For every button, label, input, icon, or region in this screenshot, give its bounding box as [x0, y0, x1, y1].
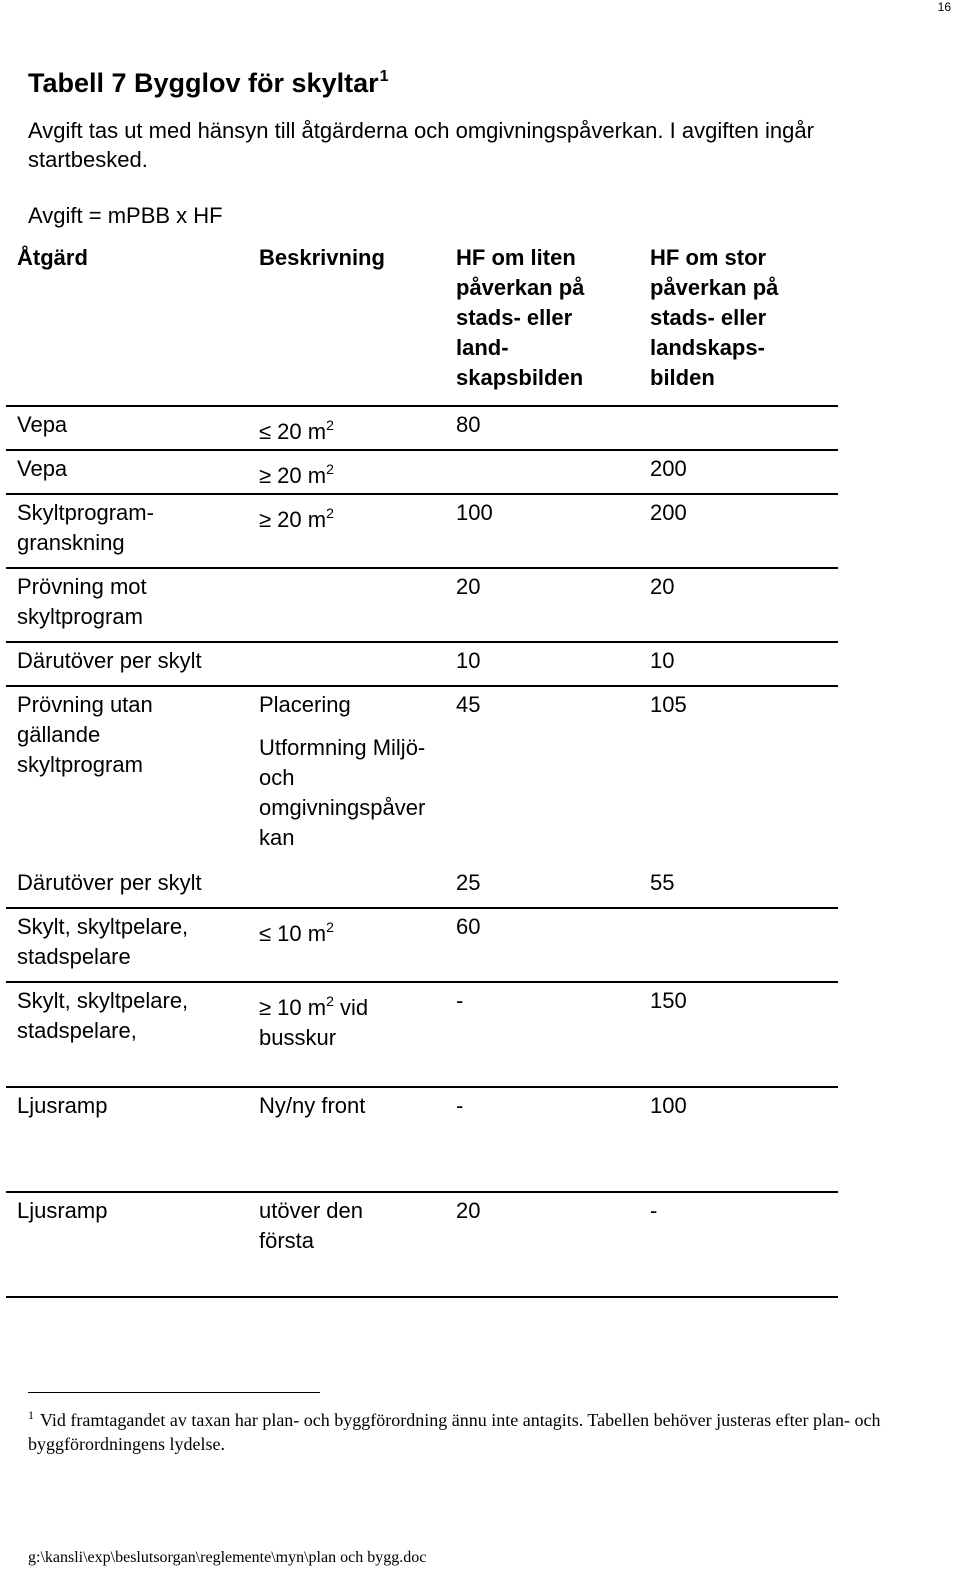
cell-atgard-line: stadspelare, [17, 1018, 137, 1043]
cell-beskrivning-line: första [259, 1228, 315, 1253]
cell-beskrivning-text: ≥ 10 m [259, 995, 327, 1020]
header-hf-stor-line: stads- eller [650, 305, 767, 330]
row-divider [6, 1086, 838, 1088]
table-title [28, 68, 389, 99]
cell-hf-stor: 20 [650, 574, 675, 599]
header-hf-liten-line: påverkan på [456, 275, 585, 300]
cell-beskrivning-line: utöver den [259, 1198, 363, 1223]
cell-atgard-line: skyltprogram [17, 604, 143, 629]
cell-hf-liten: - [456, 988, 464, 1013]
cell-hf-liten: 10 [456, 648, 481, 673]
superscript: 2 [326, 919, 334, 935]
cell-atgard-line: gällande [17, 722, 101, 747]
cell-hf-stor: 100 [650, 1093, 687, 1118]
page-number: 16 [937, 0, 951, 14]
cell-atgard-line: Prövning mot [17, 574, 147, 599]
header-hf-stor-line: landskaps- [650, 335, 765, 360]
cell-hf-stor: 200 [650, 500, 687, 525]
cell-atgard [17, 690, 153, 780]
header-atgard: Åtgärd [17, 245, 88, 270]
cell-atgard-line: stadspelare [17, 944, 131, 969]
header-hf-liten [456, 243, 584, 393]
cell-hf-stor: - [650, 1198, 658, 1223]
cell-atgard-line: granskning [17, 530, 125, 555]
cell-beskrivning-text: ≥ 20 m [259, 507, 327, 532]
cell-beskrivning-text: ≥ 20 m [259, 463, 327, 488]
file-path: g:\kansli\exp\beslutsorgan\reglemente\myn\plan och bygg.doc [28, 1549, 427, 1566]
cell-atgard-line: skyltprogram [17, 752, 143, 777]
cell-beskrivning-line: och [259, 765, 295, 790]
cell-atgard: Därutöver per skylt [17, 870, 202, 895]
cell-hf-liten: 20 [456, 574, 481, 599]
row-divider [6, 405, 838, 407]
cell-beskrivning [259, 690, 425, 853]
superscript: 2 [326, 417, 334, 433]
footnote-separator [28, 1392, 320, 1393]
cell-atgard-line: Skylt, skyltpelare, [17, 988, 189, 1013]
cell-hf-liten: 25 [456, 870, 481, 895]
cell-hf-liten: 45 [456, 692, 481, 717]
cell-atgard [17, 498, 154, 558]
cell-beskrivning-line: kan [259, 825, 295, 850]
row-divider [6, 641, 838, 643]
cell-atgard: Vepa [17, 456, 68, 481]
cell-beskrivning-text: ≤ 10 m [259, 921, 327, 946]
cell-atgard: Vepa [17, 412, 68, 437]
cell-hf-liten: 20 [456, 1198, 481, 1223]
cell-beskrivning [259, 410, 334, 447]
cell-beskrivning [259, 986, 368, 1053]
header-hf-liten-line: land- [456, 335, 509, 360]
cell-atgard-line: Skylt, skyltpelare, [17, 914, 189, 939]
footnote-ref: 1 [379, 68, 389, 85]
fee-formula: Avgift = mPBB x HF [28, 203, 223, 228]
footnote-mark: 1 [28, 1408, 34, 1422]
header-hf-stor [650, 243, 778, 393]
row-divider [6, 449, 838, 451]
header-hf-stor-line: HF om stor [650, 245, 767, 270]
cell-atgard-line: Skyltprogram- [17, 500, 154, 525]
cell-beskrivning-line: Placering [259, 692, 351, 717]
superscript: 2 [326, 505, 334, 521]
cell-hf-stor: 200 [650, 456, 687, 481]
table-title-text: Tabell 7 Bygglov för skyltar [28, 68, 379, 98]
footnote-text: Vid framtagandet av taxan har plan- och byggförordning ännu inte antagits. Tabellen behöver justeras efter plan- och byggförordningens lydelse. [28, 1410, 881, 1454]
row-divider [6, 1191, 838, 1193]
cell-atgard-line: Prövning utan [17, 692, 153, 717]
cell-beskrivning-line: omgivningspåver [259, 795, 426, 820]
cell-atgard: Därutöver per skylt [17, 648, 202, 673]
cell-beskrivning-text: ≤ 20 m [259, 419, 327, 444]
cell-beskrivning: Ny/ny front [259, 1093, 366, 1118]
header-hf-liten-line: HF om liten [456, 245, 576, 270]
intro-text: Avgift tas ut med hänsyn till åtgärderna och omgivningspåverkan. I avgiften ingår startbesked. [28, 118, 814, 172]
cell-beskrivning [259, 912, 334, 949]
cell-beskrivning-line [259, 986, 368, 1023]
cell-hf-liten: 80 [456, 412, 481, 437]
cell-beskrivning [259, 1196, 363, 1256]
header-hf-liten-line: stads- eller [456, 305, 573, 330]
header-beskrivning: Beskrivning [259, 245, 385, 270]
cell-hf-stor: 150 [650, 988, 687, 1013]
header-hf-stor-line: bilden [650, 365, 715, 390]
superscript: 2 [326, 993, 334, 1009]
row-divider [6, 685, 838, 687]
cell-atgard: Ljusramp [17, 1093, 108, 1118]
cell-atgard: Ljusramp [17, 1198, 108, 1223]
footnote [28, 1403, 928, 1456]
cell-hf-liten: 60 [456, 914, 481, 939]
cell-atgard [17, 572, 147, 632]
cell-beskrivning-line: Utformning Miljö- [259, 735, 426, 760]
cell-beskrivning-line: busskur [259, 1025, 337, 1050]
row-divider [6, 493, 838, 495]
cell-hf-stor: 10 [650, 648, 675, 673]
cell-hf-liten: - [456, 1093, 464, 1118]
superscript: 2 [326, 461, 334, 477]
header-hf-liten-line: skapsbilden [456, 365, 584, 390]
cell-hf-stor: 55 [650, 870, 675, 895]
cell-atgard [17, 986, 188, 1046]
row-divider [6, 981, 838, 983]
row-divider [6, 907, 838, 909]
row-divider [6, 1296, 838, 1298]
cell-beskrivning-suffix: vid [333, 995, 369, 1020]
row-divider [6, 567, 838, 569]
cell-beskrivning [259, 454, 334, 491]
cell-atgard [17, 912, 188, 972]
header-hf-stor-line: påverkan på [650, 275, 779, 300]
cell-hf-stor: 105 [650, 692, 687, 717]
cell-beskrivning [259, 498, 334, 535]
cell-hf-liten: 100 [456, 500, 493, 525]
